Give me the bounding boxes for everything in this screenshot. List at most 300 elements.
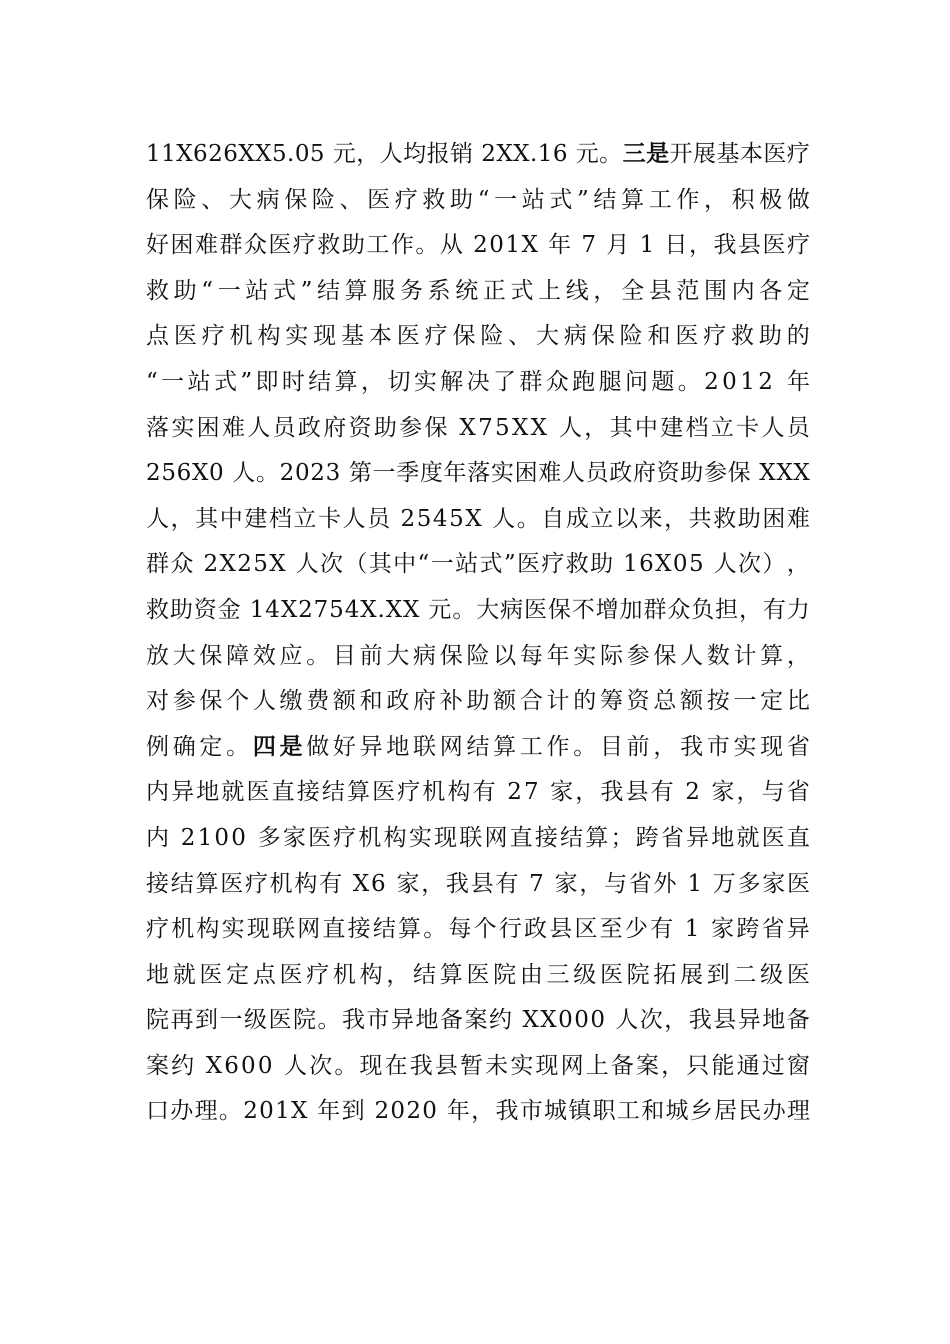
text-char: 。 [677, 368, 701, 395]
text-char: 算 [621, 186, 645, 213]
text-char: 一 [372, 460, 396, 487]
text-char: 线 [565, 277, 589, 304]
text-char: 市 [706, 733, 730, 760]
text-char: 0 [231, 824, 246, 851]
text-char: ， [575, 779, 599, 806]
text-char: 式 [479, 551, 503, 578]
text-char: 点 [252, 961, 276, 988]
text-char: 由 [519, 961, 543, 988]
text-char: 2 [180, 824, 196, 851]
text-char: X [496, 141, 513, 167]
text-char: 个 [473, 916, 497, 943]
text-char: 月 [606, 232, 630, 259]
text-char: 一 [494, 186, 518, 213]
text-char: X [459, 414, 476, 441]
text-char: 人 [761, 414, 785, 441]
text-char: 疗 [424, 323, 448, 350]
text-char: 我 [680, 733, 704, 760]
text-char: X [269, 551, 286, 578]
text-char: 6 [223, 141, 238, 167]
text-char: 实 [408, 824, 432, 851]
text-char: 疗 [394, 186, 418, 213]
text-char: 省 [786, 779, 810, 806]
text-char: X [385, 596, 403, 623]
text-char: 站 [187, 368, 211, 395]
text-char: 院 [493, 961, 517, 988]
text-char: 联 [272, 916, 296, 943]
text-char: 0 [390, 1098, 406, 1125]
text-char: 障 [226, 642, 250, 669]
text-char: 乡 [689, 1098, 713, 1125]
text-char: 式 [272, 277, 296, 304]
text-char: 保 [452, 323, 476, 350]
text-char: 一 [219, 1007, 243, 1034]
text-char: X [176, 141, 193, 167]
text-char: 网 [297, 916, 321, 943]
text-char: 通 [736, 1052, 760, 1079]
text-char: 极 [759, 186, 783, 213]
text-char: 问 [624, 368, 648, 395]
text-char: 次 [639, 1007, 663, 1034]
text-char: 年 [786, 368, 810, 395]
text-char: 2 [279, 460, 295, 487]
text-char [573, 223, 580, 269]
text-char: 地 [146, 961, 169, 988]
text-char: 联 [413, 733, 437, 760]
text-char: 案 [636, 1052, 660, 1079]
text-char: 从 [439, 232, 463, 259]
text-char: 、 [201, 186, 225, 213]
text-char: 实 [490, 460, 514, 487]
text-char: ； [610, 824, 634, 851]
text-char: 院 [626, 961, 650, 988]
text-char: 地 [196, 779, 220, 806]
text-line [146, 588, 810, 634]
text-char: 疗 [541, 551, 565, 578]
text-char: 助 [450, 186, 474, 213]
text-char: 备 [786, 1007, 810, 1034]
text-char: 1 [505, 232, 520, 259]
text-char [702, 770, 709, 816]
text-char: 办 [762, 1098, 786, 1125]
text-char: 放 [146, 642, 169, 669]
text-char [676, 770, 683, 816]
text-char: “ [417, 551, 430, 578]
text-char [309, 1089, 316, 1135]
text-char: 次 [320, 551, 344, 578]
text-char: 来 [639, 505, 663, 532]
text-char: 就 [221, 779, 245, 806]
text-char: “ [201, 277, 214, 304]
text-char: 元 [428, 596, 452, 623]
text-char: 医 [599, 961, 623, 988]
text-char: 定 [786, 277, 810, 304]
text-char: 对 [146, 688, 169, 715]
text-char: 职 [592, 1098, 616, 1125]
text-char: 困 [196, 414, 220, 441]
text-char: 额 [332, 688, 356, 715]
text-char: 政 [297, 414, 321, 441]
text-char: 0 [422, 1098, 437, 1125]
text-char: 医 [268, 1007, 292, 1034]
text-char: 资 [626, 688, 650, 715]
text-char: ， [664, 1007, 688, 1034]
text-char [195, 542, 202, 588]
text-line [146, 406, 810, 452]
text-line [146, 679, 810, 725]
text-char [614, 542, 621, 588]
text-char: 的 [573, 688, 597, 715]
text-char: 医 [516, 551, 540, 578]
text-char: 前 [359, 642, 383, 669]
text-char: 有 [650, 779, 674, 806]
text-char: 有 [319, 870, 343, 897]
text-line [146, 542, 810, 588]
text-char: 第 [348, 460, 372, 487]
text-char: 险 [173, 186, 197, 213]
text-char: 卡 [736, 414, 760, 441]
text-char: 市 [519, 1098, 543, 1125]
text-char: 其 [609, 414, 633, 441]
text-char: 实 [510, 1052, 534, 1079]
text-char: ， [653, 733, 677, 760]
text-char: 异 [171, 779, 195, 806]
text-char: ， [703, 186, 727, 213]
text-char [631, 223, 638, 269]
text-line [146, 862, 810, 908]
text-char: 6 [224, 1052, 239, 1079]
text-char: 范 [676, 277, 700, 304]
text-char: 中 [393, 551, 417, 578]
text-char: 3 [325, 460, 341, 487]
text-char: 结 [317, 277, 341, 304]
text-char: 跨 [736, 916, 760, 943]
text-char: 站 [455, 551, 479, 578]
text-char: 地 [711, 824, 735, 851]
text-char: 人 [252, 688, 276, 715]
text-char: 我 [713, 232, 737, 259]
text-char: 基 [716, 141, 740, 167]
text-char: 以 [493, 642, 517, 669]
text-char: 每 [448, 916, 472, 943]
text-char: 构 [294, 870, 318, 897]
text-char [464, 223, 471, 269]
text-char: 5 [161, 460, 176, 487]
text-char: 结 [413, 961, 437, 988]
text-char: 立 [710, 414, 734, 441]
text-char: 以 [614, 505, 638, 532]
text-char: 档 [685, 414, 709, 441]
text-char: 大 [228, 186, 252, 213]
text-char: 救 [146, 596, 169, 623]
text-char: 县 [470, 870, 494, 897]
text-line [146, 1089, 810, 1135]
text-char: 保 [284, 186, 308, 213]
text-char: ， [386, 961, 410, 988]
text-char: 多 [257, 824, 281, 851]
text-char: ， [170, 505, 194, 532]
text-char: 病 [500, 596, 524, 623]
text-char [704, 862, 711, 908]
text-char: 作 [390, 232, 414, 259]
text-char: 2 [685, 779, 700, 806]
text-char: 额 [680, 688, 704, 715]
text-char: 困 [170, 232, 194, 259]
text-char: 人 [680, 642, 704, 669]
text-char: 与 [604, 870, 628, 897]
text-char [242, 588, 249, 634]
text-char: 参 [626, 642, 650, 669]
text-char: 医 [308, 824, 332, 851]
text-char: 2 [146, 460, 161, 487]
text-char: 直 [322, 916, 346, 943]
text-char: 总 [653, 688, 677, 715]
text-char [514, 998, 521, 1044]
text-char: 疗 [703, 323, 727, 350]
text-line [146, 725, 810, 771]
text-char: ， [471, 1098, 495, 1125]
text-char: 筹 [599, 688, 623, 715]
text-char: 2 [758, 368, 773, 395]
text-char [702, 907, 709, 953]
text-char: 约 [489, 1007, 512, 1034]
text-char [656, 223, 663, 269]
text-char: 1 [740, 368, 755, 395]
text-char: ， [739, 596, 762, 623]
text-char: X [530, 414, 548, 441]
text-char: ） [762, 551, 786, 578]
text-char: 联 [459, 824, 483, 851]
text-char: 疗 [201, 323, 225, 350]
text-char: 展 [692, 141, 716, 167]
text-char: 家 [396, 870, 420, 897]
text-char: 档 [268, 505, 292, 532]
text-char: 0 [241, 1052, 256, 1079]
text-char: 众 [545, 368, 569, 395]
text-char: . [530, 141, 538, 167]
text-char: 算 [493, 733, 517, 760]
text-char: 展 [680, 961, 704, 988]
text-char: 均 [403, 141, 427, 167]
text-char: 额 [493, 688, 517, 715]
text-char: 现 [246, 916, 270, 943]
text-char: 地 [762, 1007, 786, 1034]
text-char: 成 [565, 505, 589, 532]
text-char: 省 [628, 870, 652, 897]
text-char: 元 [575, 141, 599, 167]
text-char: 保 [653, 642, 677, 669]
text-char: 工 [519, 733, 543, 760]
text-char: 救 [146, 277, 169, 304]
text-char: 在 [384, 1052, 408, 1079]
text-char: 。 [423, 916, 447, 943]
text-char: 2 [237, 551, 252, 578]
text-char: 。 [452, 596, 476, 623]
text-char: 险 [466, 642, 490, 669]
text-char: 。 [516, 505, 540, 532]
text-char: ， [584, 414, 608, 441]
text-char: 机 [422, 779, 446, 806]
text-char: 医 [246, 779, 270, 806]
text-char: 我 [600, 779, 624, 806]
text-char: 人 [146, 505, 169, 532]
text-char: X [511, 414, 529, 441]
text-char: 省 [786, 733, 810, 760]
text-char: 5 [271, 141, 287, 167]
text-char: 案 [464, 1007, 488, 1034]
text-char: 合 [519, 688, 543, 715]
text-char: 1 [537, 141, 553, 167]
text-char: 医 [761, 824, 785, 851]
text-char: 际 [599, 642, 623, 669]
text-char: 补 [439, 688, 463, 715]
text-char: 接 [146, 870, 169, 897]
text-char: 1 [249, 596, 265, 623]
text-char: X [522, 1007, 539, 1034]
text-char: 2 [406, 1098, 421, 1125]
text-char: 现 [313, 323, 337, 350]
text-char: 疗 [146, 916, 169, 943]
text-char: 季 [396, 460, 420, 487]
text-char: 2 [507, 779, 522, 806]
text-char: 三 [546, 961, 570, 988]
text-char: 立 [293, 505, 317, 532]
text-char: X [521, 232, 538, 259]
text-char: 至 [599, 916, 623, 943]
text-char: ， [736, 779, 760, 806]
text-char: 群 [146, 551, 169, 578]
text-char: 疗 [786, 232, 810, 259]
text-char: 县 [737, 232, 761, 259]
text-char: 建 [660, 414, 684, 441]
text-char: 未 [485, 1052, 509, 1079]
text-char: 7 [313, 596, 329, 623]
text-char: 人 [492, 505, 516, 532]
text-char: 务 [399, 277, 423, 304]
text-char: 负 [691, 596, 715, 623]
text-char: 实 [573, 642, 597, 669]
text-char: 服 [372, 277, 396, 304]
text-char: 加 [619, 596, 643, 623]
text-char: 0 [208, 460, 224, 487]
text-char: 大 [536, 323, 560, 350]
text-char: 好 [146, 232, 169, 259]
text-char: 统 [455, 277, 479, 304]
text-char: 暂 [460, 1052, 484, 1079]
text-char: 政 [609, 460, 633, 487]
text-char: 0 [558, 1007, 573, 1034]
text-char: 年 [546, 642, 570, 669]
text-line [146, 998, 810, 1044]
text-char: 和 [641, 1098, 665, 1125]
text-char: 医 [367, 186, 391, 213]
text-char [344, 862, 351, 908]
text-char [171, 816, 178, 862]
text-char: 助 [758, 323, 782, 350]
text-char [248, 816, 255, 862]
text-char: 到 [706, 961, 730, 988]
text-char [541, 770, 548, 816]
text-char: 上 [585, 1052, 609, 1079]
text-char [287, 542, 294, 588]
text-char: 备 [440, 1007, 463, 1034]
text-char: 有 [495, 870, 519, 897]
text-char: 算 [344, 277, 368, 304]
text-char: 能 [711, 1052, 735, 1079]
text-char: 2 [481, 141, 496, 167]
text-char: X [402, 596, 420, 623]
text-char: 镇 [568, 1098, 592, 1125]
text-char: 目 [332, 642, 356, 669]
text-char: 1 [161, 141, 176, 167]
text-char: 疗 [306, 961, 330, 988]
text-char: 决 [466, 368, 490, 395]
text-char: 困 [762, 505, 786, 532]
text-char: 中 [634, 414, 658, 441]
text-char: 救 [422, 186, 446, 213]
text-line [146, 816, 810, 862]
text-char [751, 451, 758, 497]
text-char [325, 132, 332, 178]
text-char: 员 [272, 414, 296, 441]
text-char: 现 [760, 733, 784, 760]
text-char: 建 [244, 505, 268, 532]
text-char: X [352, 870, 370, 897]
text-char: 救 [713, 505, 737, 532]
text-char: 医 [173, 323, 197, 350]
text-char: 府 [323, 414, 347, 441]
text-char: 工 [648, 186, 672, 213]
text-char [598, 223, 605, 269]
text-char: 共 [688, 505, 712, 532]
text-char: 人 [232, 460, 256, 487]
text-char: 年 [446, 1098, 470, 1125]
text-char: 万 [712, 870, 736, 897]
text-char: ， [786, 551, 810, 578]
text-char: 家 [550, 779, 574, 806]
text-char: 构 [359, 961, 383, 988]
body-paragraph [146, 132, 810, 1135]
text-char: 2 [400, 505, 416, 532]
text-line [146, 497, 810, 543]
text-char: 政 [386, 688, 410, 715]
text-char: 7 [581, 232, 597, 259]
text-char: 。 [334, 1052, 358, 1079]
text-char: 救 [565, 551, 589, 578]
text-line [146, 132, 810, 178]
text-char: 中 [219, 505, 243, 532]
text-char: 了 [493, 368, 516, 395]
text-char: 家 [282, 824, 306, 851]
text-char: 外 [653, 870, 677, 897]
text-char: 省 [660, 824, 684, 851]
text-char: 。 [573, 733, 597, 760]
text-char: 例 [146, 733, 169, 760]
text-char: 次 [738, 551, 762, 578]
text-line [146, 770, 810, 816]
text-char: 理 [787, 1098, 810, 1125]
text-char: 7 [523, 779, 539, 806]
text-char: 市 [366, 1007, 390, 1034]
text-char [438, 1089, 445, 1135]
text-char [366, 1089, 373, 1135]
text-char: 应 [279, 642, 303, 669]
text-char: 网 [439, 733, 463, 760]
text-char: 异 [686, 824, 710, 851]
text-line [146, 314, 810, 360]
text-char: 群 [519, 368, 543, 395]
text-char: 跑 [572, 368, 596, 395]
